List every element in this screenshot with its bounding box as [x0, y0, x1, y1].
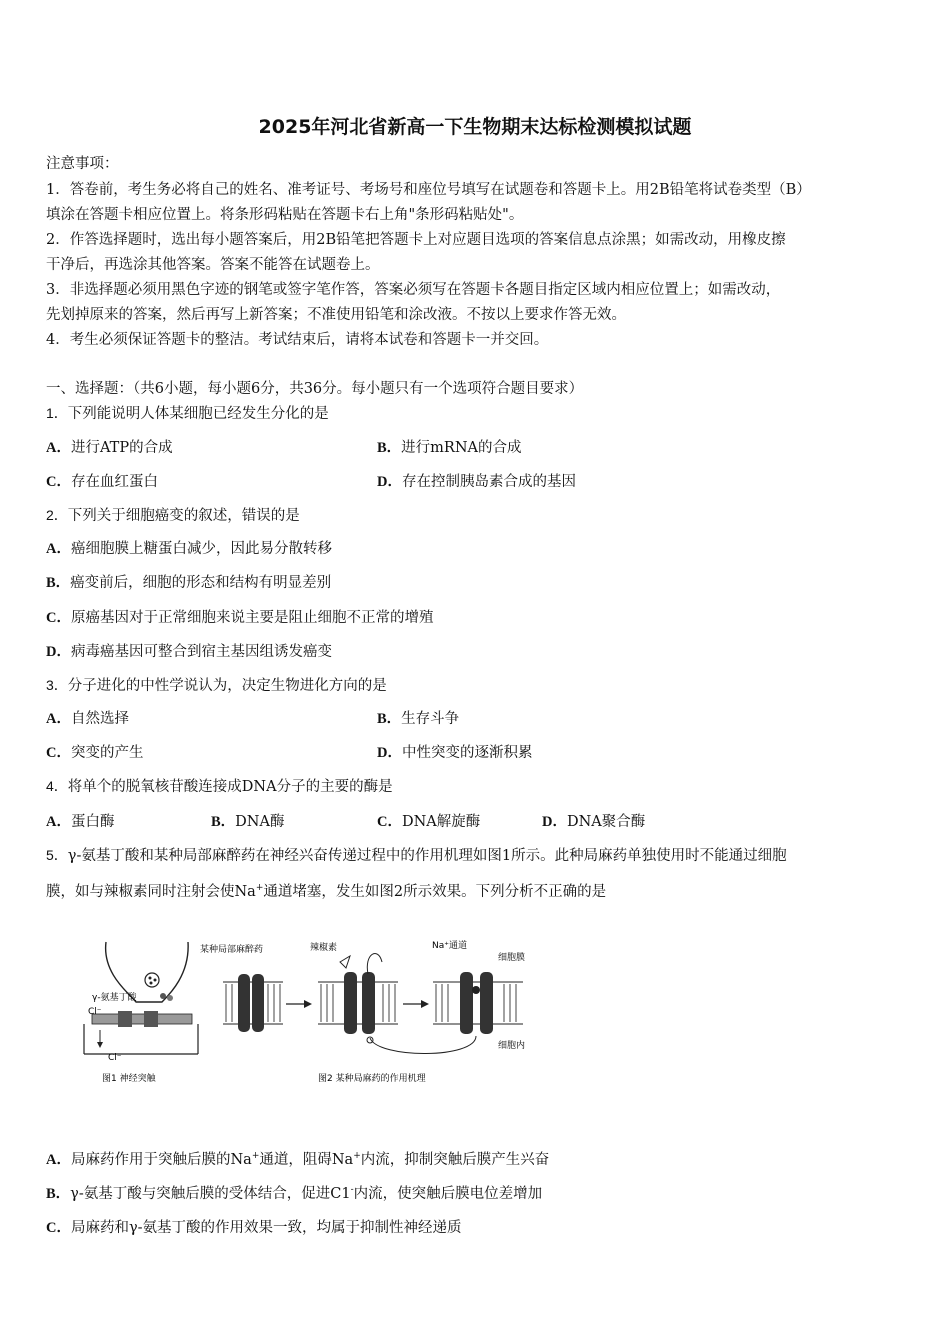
fig2-label-capsaicin: 辣椒素 — [310, 943, 338, 953]
question-number: 2． — [46, 507, 68, 523]
question-stem: 下列能说明人体某细胞已经发生分化的是 — [67, 406, 329, 422]
q1-option-c[interactable]: C．存在血红蛋白 — [46, 474, 158, 490]
q5-option-b[interactable]: B．γ-氨基丁酸与突触后膜的受体结合，促进C1-内流，使突触后膜电位差增加 — [46, 1185, 543, 1202]
question-3 — [46, 674, 387, 695]
q2-option-b[interactable]: B．癌变前后，细胞的形态和结构有明显差别 — [46, 575, 332, 591]
fig2-caption: 图2 某种局麻药的作用机理 — [318, 1074, 426, 1084]
q3-option-a[interactable]: A．自然选择 — [46, 711, 129, 727]
fig2-mechanism — [200, 939, 525, 1084]
fig2-label-drug: 某种局部麻醉药 — [200, 945, 264, 955]
q2-option-c[interactable]: C．原癌基因对于正常细胞来说主要是阻止细胞不正常的增殖 — [46, 610, 434, 626]
q1-option-a[interactable]: A．进行ATP的合成 — [46, 440, 173, 456]
fig1-label-gaba: γ-氨基丁酸 — [92, 993, 137, 1003]
notice-line-4: 干净后，再选涂其他答案。答案不能答在试题卷上。 — [46, 257, 380, 273]
question-stem: γ-氨基丁酸和某种局部麻醉药在神经兴奋传递过程中的作用机理如图1所示。此种局麻药单独使用时不能通过细胞 — [67, 848, 787, 864]
question-5 — [46, 844, 787, 865]
notice-heading: 注意事项： — [46, 156, 119, 172]
q5-option-a[interactable]: A．局麻药作用于突触后膜的Na+通道，阻碍Na+内流，抑制突触后膜产生兴奋 — [46, 1151, 550, 1168]
section-heading: 一、选择题：（共6小题，每小题6分，共36分。每小题只有一个选项符合题目要求） — [46, 381, 584, 397]
notice-line-5: 3．非选择题必须用黑色字迹的钢笔或签字笔作答，答案必须写在答题卡各题目指定区域内相应位置上；如需改动， — [46, 282, 781, 298]
q4-option-c[interactable]: C．DNA解旋酶 — [377, 814, 481, 830]
question-5-stem-cont: 膜，如与辣椒素同时注射会使Na+通道堵塞，发生如图2所示效果。下列分析不正确的是 — [46, 883, 607, 900]
q3-option-c[interactable]: C．突变的产生 — [46, 745, 144, 761]
question-1 — [46, 402, 329, 423]
fig1-synapse — [84, 942, 198, 1084]
notice-line-1: 1．答卷前，考生务必将自己的姓名、准考证号、考场号和座位号填写在试题卷和答题卡上。用2B铅笔将试卷类型（B） — [46, 182, 811, 198]
page-title: 2025年河北省新高一下生物期末达标检测模拟试题 — [258, 116, 692, 138]
q5-option-c[interactable]: C．局麻药和γ-氨基丁酸的作用效果一致，均属于抑制性神经递质 — [46, 1220, 462, 1236]
notice-line-6: 先划掉原来的答案，然后再写上新答案；不准使用铅笔和涂改液。不按以上要求作答无效。 — [46, 307, 626, 323]
question-2 — [46, 504, 300, 525]
q4-option-d[interactable]: D．DNA聚合酶 — [542, 814, 646, 830]
q2-option-d[interactable]: D．病毒癌基因可整合到宿主基因组诱发癌变 — [46, 644, 332, 660]
q4-option-b[interactable]: B．DNA酶 — [211, 814, 285, 830]
q3-option-d[interactable]: D．中性突变的逐渐积累 — [377, 745, 533, 761]
question-number: 1． — [46, 405, 68, 421]
q2-option-a[interactable]: A．癌细胞膜上糖蛋白减少，因此易分散转移 — [46, 541, 332, 557]
fig1-label-cl-top: Cl⁻ — [88, 1007, 102, 1017]
q1-option-b[interactable]: B．进行mRNA的合成 — [377, 440, 522, 456]
question-stem: 分子进化的中性学说认为，决定生物进化方向的是 — [67, 678, 387, 694]
fig2-label-membrane: 细胞膜 — [498, 953, 526, 963]
fig1-caption: 图1 神经突触 — [102, 1074, 156, 1084]
notice-line-2: 填涂在答题卡相应位置上。将条形码粘贴在答题卡右上角"条形码粘贴处"。 — [46, 207, 524, 223]
question-number: 5． — [46, 847, 68, 863]
notice-line-7: 4．考生必须保证答题卡的整洁。考试结束后，请将本试卷和答题卡一并交回。 — [46, 332, 549, 348]
question-number: 3． — [46, 677, 68, 693]
question-number: 4． — [46, 778, 68, 794]
fig2-label-inside: 细胞内 — [498, 1041, 526, 1051]
question-stem: 将单个的脱氧核苷酸连接成DNA分子的主要的酶是 — [67, 779, 393, 795]
notice-line-3: 2．作答选择题时，选出每小题答案后，用2B铅笔把答题卡上对应题目选项的答案信息点涂黑；如需改动，用橡皮擦 — [46, 232, 786, 248]
q5-figure — [78, 934, 548, 1094]
q4-option-a[interactable]: A．蛋白酶 — [46, 814, 115, 830]
q1-option-d[interactable]: D．存在控制胰岛素合成的基因 — [377, 474, 576, 490]
question-stem: 下列关于细胞癌变的叙述，错误的是 — [67, 508, 300, 524]
q3-option-b[interactable]: B．生存斗争 — [377, 711, 460, 727]
fig1-label-cl-bottom: Cl⁻ — [108, 1053, 122, 1063]
fig2-label-na-channel: Na⁺通道 — [432, 941, 467, 951]
question-4 — [46, 775, 393, 796]
